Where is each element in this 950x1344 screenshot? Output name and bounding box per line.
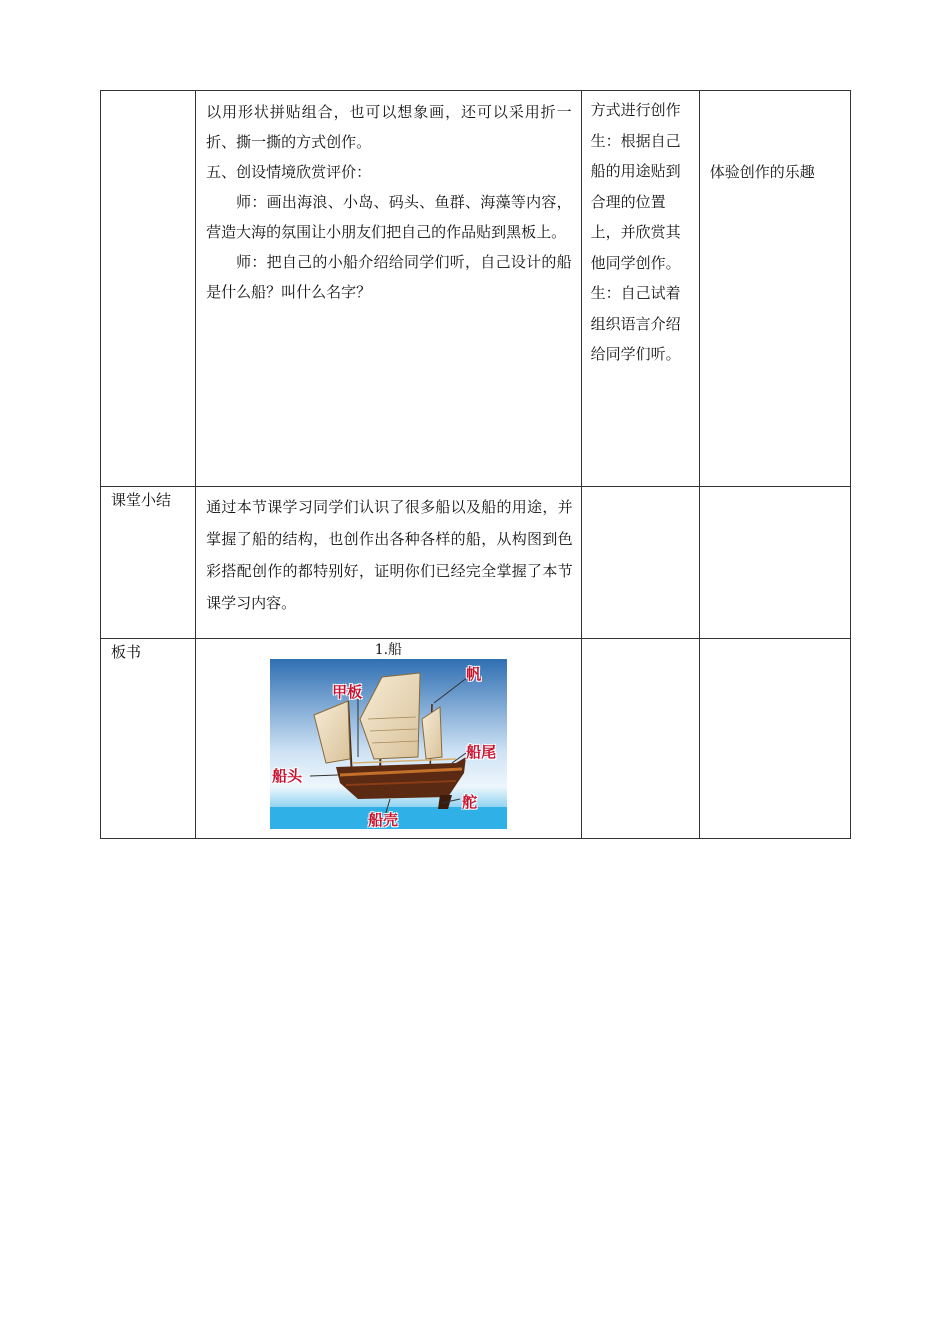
student-line-1: 方式进行创作 [590,101,681,119]
teacher-line-4: 师：把自己的小船介绍给同学们听，自己设计的船是什么船？叫什么名字？ [206,253,572,301]
teacher-line-3: 师：画出海浪、小岛、码头、鱼群、海藻等内容，营造大海的氛围让小朋友们把自己的作品贴到黑板上。 [206,193,572,241]
label-bow: 船头 [272,767,303,785]
purpose-text: 体验创作的乐趣 [709,163,815,181]
label-hull: 船壳 [368,811,399,829]
board-empty-cell-1 [581,639,699,839]
ship-diagram [270,659,507,829]
purpose-cell [699,91,850,487]
summary-text: 通过本节课学习同学们认识了很多船以及船的用途，并掌握了船的结构，也创作出各种各样的船，从构图到色彩搭配创作的都特别好，证明你们已经完全掌握了本节课学习内容。 [206,498,573,612]
label-deck: 甲板 [332,683,363,701]
label-rudder: 舵 [462,793,478,811]
board-cell [196,639,582,839]
student-line-3: 生：自己试着组织语言介绍给同学们听。 [590,284,681,363]
teacher-line-2: 五、创设情境欣赏评价： [206,163,372,181]
student-activity-cell [581,91,699,487]
board-label: 板书 [111,643,142,661]
summary-label-cell [101,487,196,639]
summary-text-cell [196,487,582,639]
activity-row [101,91,851,487]
summary-row [101,487,851,639]
label-stern: 船尾 [466,743,497,761]
activity-label-cell [101,91,196,487]
label-sail: 帆 [466,665,482,683]
board-title: 1.船 [374,642,403,658]
board-row [101,639,851,839]
summary-empty-cell-1 [581,487,699,639]
student-line-2: 生：根据自己船的用途贴到合理的位置上，并欣赏其他同学创作。 [590,131,681,272]
teacher-activity-cell [196,91,582,487]
summary-empty-cell-2 [699,487,850,639]
board-empty-cell-2 [699,639,850,839]
teacher-line-1: 以用形状拼贴组合，也可以想象画，还可以采用折一折、撕一撕的方式创作。 [206,103,572,151]
lesson-plan-table [100,90,851,839]
summary-label: 课堂小结 [111,491,172,509]
board-label-cell [101,639,196,839]
